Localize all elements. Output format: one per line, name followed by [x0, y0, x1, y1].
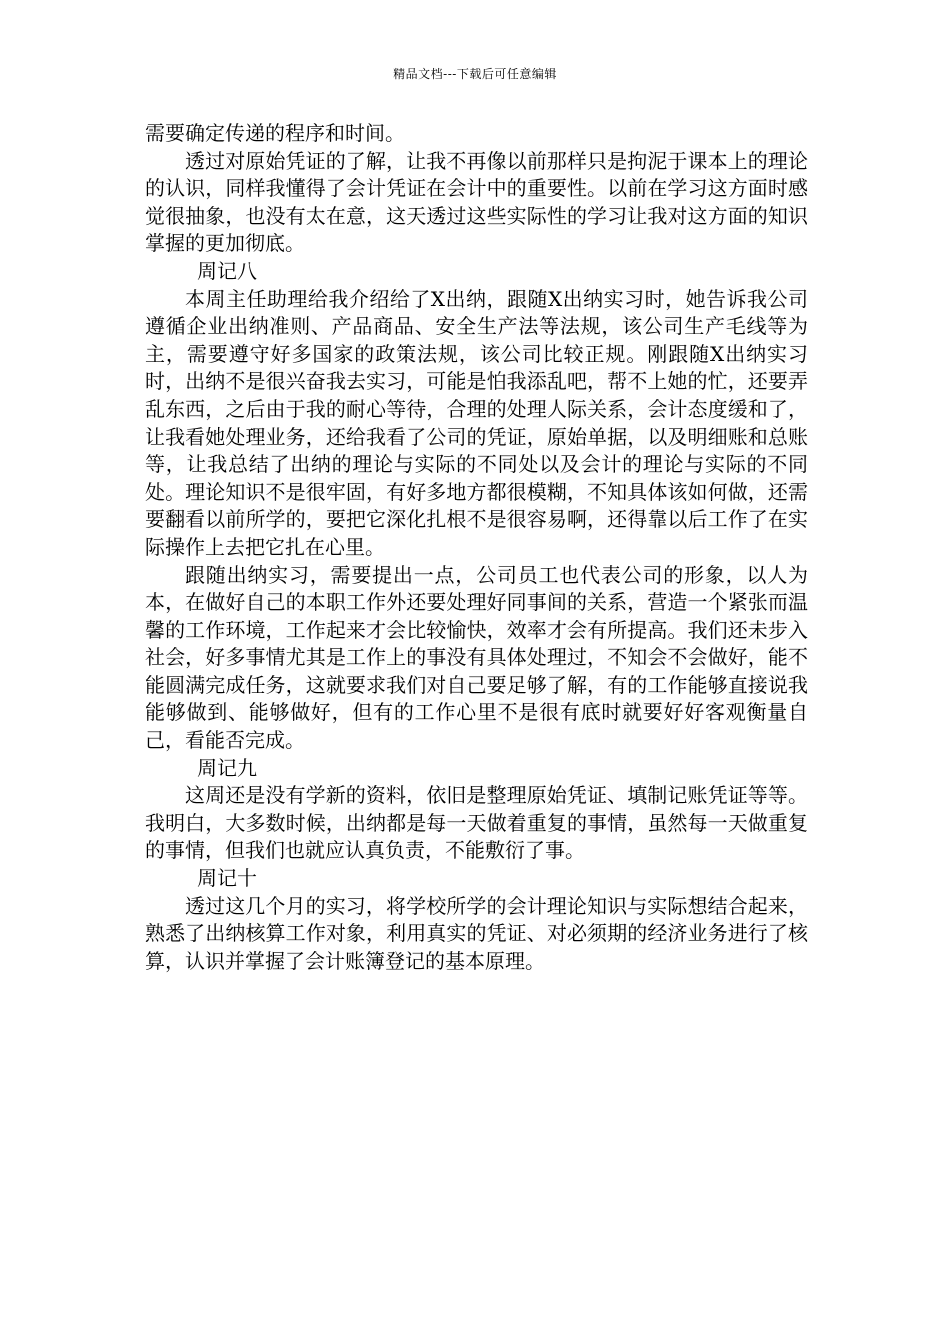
paragraph-week-8-cashier: 本周主任助理给我介绍给了X出纳，跟随X出纳实习时，她告诉我公司遵循企业出纳准则、产品商品、安全生产法等法规，该公司生产毛线等为主，需要遵守好多国家的政策法规，该公司比较正规。刚跟随X出纳实习时，出纳不是很兴奋我去实习，可能是怕我添乱吧，帮不上她的忙，还要弄乱东西，之后由于我的耐心等待，合理的处理人际关系，会计态度缓和了，让我看她处理业务，还给我看了公司的凭证，原始单据，以及明细账和总账等，让我总结了出纳的理论与实际的不同处以及会计的理论与实际的不同处。理论知识不是很牢固，有好多地方都很模糊，不知具体该如何做，还需要翻看以前所学的，要把它深化扎根不是很容易啊，还得靠以后工作了在实际操作上去把它扎在心里。 [145, 286, 808, 559]
paragraph-week-9: 这周还是没有学新的资料，依旧是整理原始凭证、填制记账凭证等等。我明白，大多数时候，出纳都是每一天做着重复的事情，虽然每一天做重复的事情，但我们也就应认真负责，不能敷衍了事。 [145, 783, 808, 863]
paragraph-original-vouchers: 透过对原始凭证的了解，让我不再像以前那样只是拘泥于课本上的理论的认识，同样我懂得了会计凭证在会计中的重要性。以前在学习这方面时感觉很抽象，也没有太在意，这天透过这些实际性的学习让我对这方面的知识掌握的更加彻底。 [145, 148, 808, 256]
paragraph-week-8-colleagues: 跟随出纳实习，需要提出一点，公司员工也代表公司的形象，以人为本，在做好自己的本职工作外还要处理好同事间的关系，营造一个紧张而温馨的工作环境，工作起来才会比较愉快，效率才会有所提高。我们还未步入社会，好多事情尤其是工作上的事没有具体处理过，不知会不会做好，能不能圆满完成任务，这就要求我们对自己要足够了解，有的工作能够直接说我能够做到、能够做好，但有的工作心里不是很有底时就要好好客观衡量自己，看能否完成。 [145, 562, 808, 753]
heading-week-10: 周记十 [197, 866, 257, 891]
page-header: 精品文档---下载后可任意编辑 [393, 67, 557, 81]
paragraph-week-10: 透过这几个月的实习，将学校所学的会计理论知识与实际想结合起来，熟悉了出纳核算工作对象，利用真实的凭证、对必须期的经济业务进行了核算，认识并掌握了会计账簿登记的基本原理。 [145, 893, 808, 973]
document-body [145, 120, 808, 975]
paragraph-continuation: 需要确定传递的程序和时间。 [145, 121, 405, 145]
heading-week-9: 周记九 [197, 755, 257, 780]
heading-week-8: 周记八 [197, 258, 257, 283]
